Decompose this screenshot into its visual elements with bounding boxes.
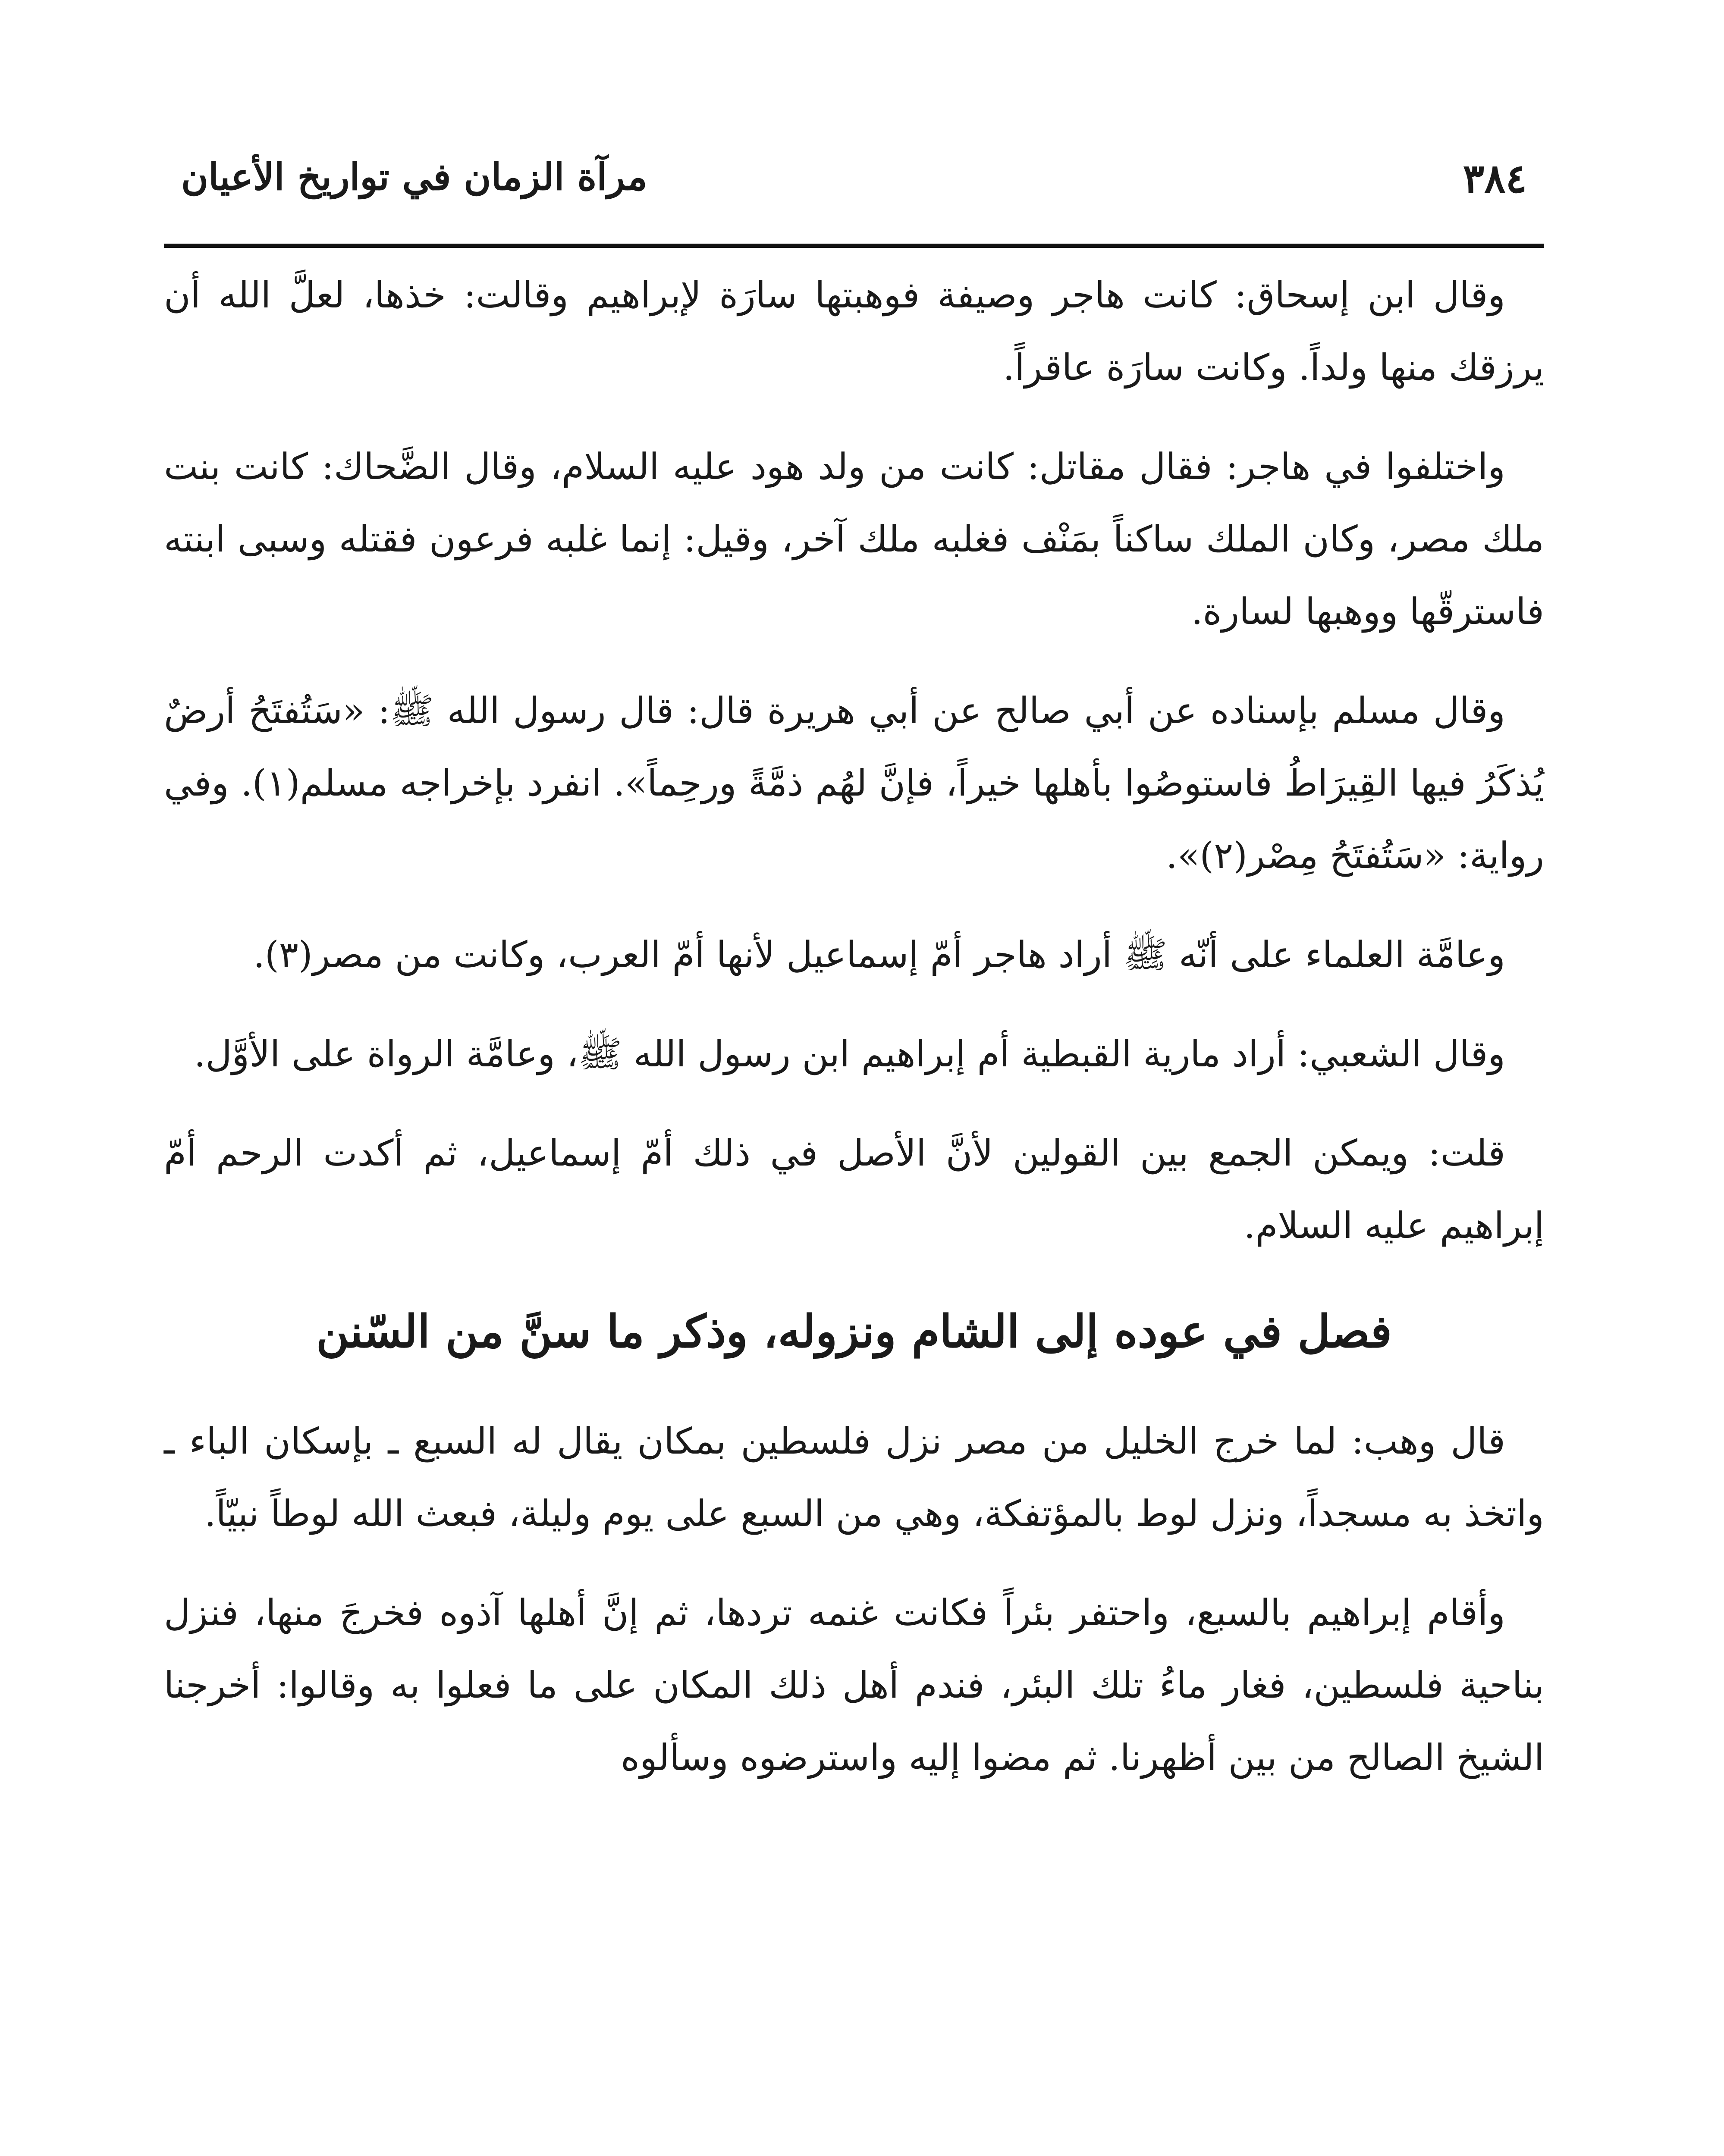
paragraph: وقال مسلم بإسناده عن أبي صالح عن أبي هريرة قال: قال رسول الله ﷺ: «سَتُفتَحُ أرضٌ يُذكَرُ فيها القِيرَاطُ فاستوصُوا بأهلها خيراً، فإنَّ لهُم ذمَّةً ورحِماً». انفرد بإخراجه مسلم(١). وفي رواية: «سَتُفتَحُ مِصْر(٢)». [164, 689, 1545, 877]
paragraph: واختلفوا في هاجر: فقال مقاتل: كانت من ولد هود عليه السلام، وقال الضَّحاك: كانت بنت ملك مصر، وكان الملك ساكناً بمَنْف فغلبه ملك آخر، وقيل: إنما غلبه فرعون فقتله وسبى ابنته فاسترقّها ووهبها لسارة. [164, 445, 1544, 633]
book-title: مرآة الزمان في تواريخ الأعيان [181, 155, 647, 199]
paragraph: وقال الشعبي: أراد مارية القبطية أم إبراهيم ابن رسول الله ﷺ، وعامَّة الرواة على الأوَّل. [194, 1033, 1505, 1075]
paragraph: قلت: ويمكن الجمع بين القولين لأنَّ الأصل في ذلك أمّ إسماعيل، ثم أكدت الرحم أمّ إبراهيم عليه السلام. [164, 1132, 1544, 1247]
paragraph: وقال ابن إسحاق: كانت هاجر وصيفة فوهبتها سارَة لإبراهيم وقالت: خذها، لعلَّ الله أن يرزقك منها ولداً. وكانت سارَة عاقراً. [164, 274, 1544, 389]
header-rule [164, 244, 1544, 248]
section-heading: فصل في عوده إلى الشام ونزوله، وذكر ما سنَّ من السّنن [316, 1305, 1392, 1358]
book-page [164, 129, 1544, 2156]
main-text [164, 259, 1544, 1821]
page-number: ٣٨٤ [1463, 155, 1527, 202]
paragraph: قال وهب: لما خرج الخليل من مصر نزل فلسطين بمكان يقال له السبع ـ بإسكان الباء ـ واتخذ به مسجداً، ونزل لوط بالمؤتفكة، وهي من السبع على يوم وليلة، فبعث الله لوطاً نبيّاً. [164, 1420, 1544, 1535]
paragraph: وعامَّة العلماء على أنّه ﷺ أراد هاجر أمّ إسماعيل لأنها أمّ العرب، وكانت من مصر(٣). [253, 934, 1505, 976]
paragraph: وأقام إبراهيم بالسبع، واحتفر بئراً فكانت غنمه تردها، ثم إنَّ أهلها آذوه فخرجَ منها، فنزل بناحية فلسطين، فغار ماءُ تلك البئر، فندم أهل ذلك المكان على ما فعلوا به وقالوا: أخرجنا الشيخ الصالح من بين أظهرنا. ثم مضوا إليه واسترضوه وسألوه [164, 1592, 1544, 1779]
running-head [164, 129, 1544, 216]
